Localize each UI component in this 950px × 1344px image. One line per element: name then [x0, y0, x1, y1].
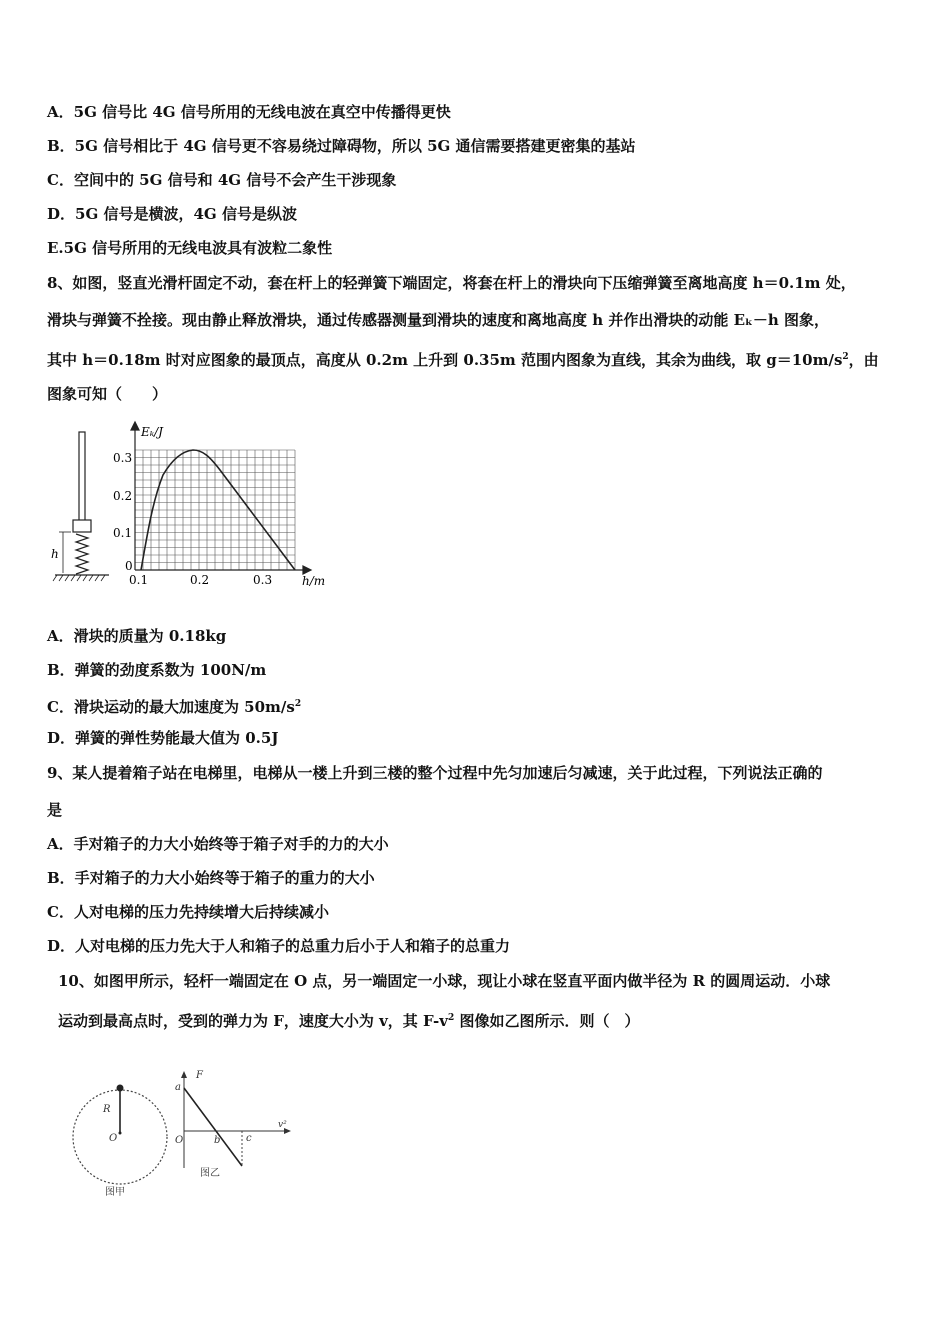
y-axis-label: Eₖ/J: [141, 425, 163, 439]
radius-label: R: [103, 1104, 111, 1115]
q8-stem-line2: 滑块与弹簧不拴接。现由静止释放滑块，通过传感器测量到滑块的速度和离地高度 h 并作出滑块的动能 Eₖ－h 图象，: [47, 311, 829, 329]
figure-b-caption: 图乙: [200, 1168, 220, 1179]
origin-label: O: [175, 1135, 184, 1146]
q10-stem-line2: 运动到最高点时，受到的弹力为 F，速度大小为 v，其 $F-v^2$ 图像如乙图所示．则（ ）: [58, 1012, 640, 1030]
x-tick-0.1: 0.1: [129, 573, 149, 587]
y-tick-0.2: 0.2: [113, 489, 133, 503]
q8-figure: [45, 420, 345, 592]
q8-option-b: B．弹簧的劲度系数为 100N/m: [47, 661, 267, 679]
f-v2-line: [184, 1088, 242, 1166]
center-label: O: [109, 1133, 118, 1144]
q9-option-a: A．手对箱子的力大小始终等于箱子对手的力的大小: [47, 835, 389, 853]
q9-stem-line1: 9、某人提着箱子站在电梯里，电梯从一楼上升到三楼的整个过程中先匀加速后匀减速，关于此过程，下列说法正确的: [47, 764, 823, 782]
q7-option-e: E.5G 信号所用的无线电波具有波粒二象性: [47, 239, 333, 257]
ball: [117, 1085, 124, 1092]
y-tick-0: 0: [125, 559, 133, 573]
y-tick-0.3: 0.3: [113, 451, 133, 465]
figure-a-caption: 图甲: [105, 1187, 125, 1198]
q9-stem-line2: 是: [47, 801, 63, 819]
f-axis-label: F: [196, 1070, 203, 1081]
graph-axes: [131, 422, 311, 574]
q9-option-b: B．手对箱子的力大小始终等于箱子的重力的大小: [47, 869, 375, 887]
v2-axis-label: v²: [278, 1120, 287, 1130]
x-axis-label: h/m: [302, 574, 326, 588]
q8-stem-line3: 其中 h＝0.18m 时对应图象的最顶点，高度从 0.2m 上升到 0.35m 范围内图象为直线，其余为曲线，取 $g=10m/s^2$，由: [47, 351, 879, 369]
y-tick-0.1: 0.1: [113, 526, 133, 540]
q10-figure-circle: [70, 1075, 180, 1200]
q7-option-a: A．5G 信号比 4G 信号所用的无线电波在真空中传播得更快: [47, 103, 451, 121]
q7-option-c: C．空间中的 5G 信号和 4G 信号不会产生干涉现象: [47, 171, 397, 189]
q10-stem-line1: 10、如图甲所示，轻杆一端固定在 O 点，另一端固定一小球，现让小球在竖直平面内做半径为 R 的圆周运动．小球: [58, 972, 831, 990]
point-c-label: c: [246, 1133, 252, 1144]
spring-apparatus: [53, 432, 109, 581]
q7-option-d: D．5G 信号是横波，4G 信号是纵波: [47, 205, 297, 223]
spring-height-label: h: [51, 547, 59, 561]
q10-figure-graph: [170, 1068, 300, 1183]
q8-option-c: C．滑块运动的最大加速度为 $50m/s^2$: [47, 698, 302, 716]
x-tick-0.2: 0.2: [190, 573, 210, 587]
q8-option-a: A．滑块的质量为 0.18kg: [47, 627, 227, 645]
q9-option-d: D．人对电梯的压力先大于人和箱子的总重力后小于人和箱子的总重力: [47, 937, 511, 955]
q9-option-c: C．人对电梯的压力先持续增大后持续减小: [47, 903, 329, 921]
intercept-b-label: b: [214, 1135, 221, 1146]
x-tick-0.3: 0.3: [253, 573, 273, 587]
q8-stem-line4: 图象可知（ ）: [47, 385, 168, 403]
pivot-point: [119, 1132, 122, 1135]
q8-option-d: D．弹簧的弹性势能最大值为 0.5J: [47, 729, 279, 747]
q7-option-b: B．5G 信号相比于 4G 信号更不容易绕过障碍物，所以 5G 通信需要搭建更密集的基站: [47, 137, 636, 155]
graph-grid: [135, 450, 295, 570]
q8-stem-line1: 8、如图，竖直光滑杆固定不动，套在杆上的轻弹簧下端固定，将套在杆上的滑块向下压缩弹簧至离地高度 h＝0.1m 处，: [47, 274, 856, 292]
intercept-a-label: a: [175, 1082, 181, 1093]
